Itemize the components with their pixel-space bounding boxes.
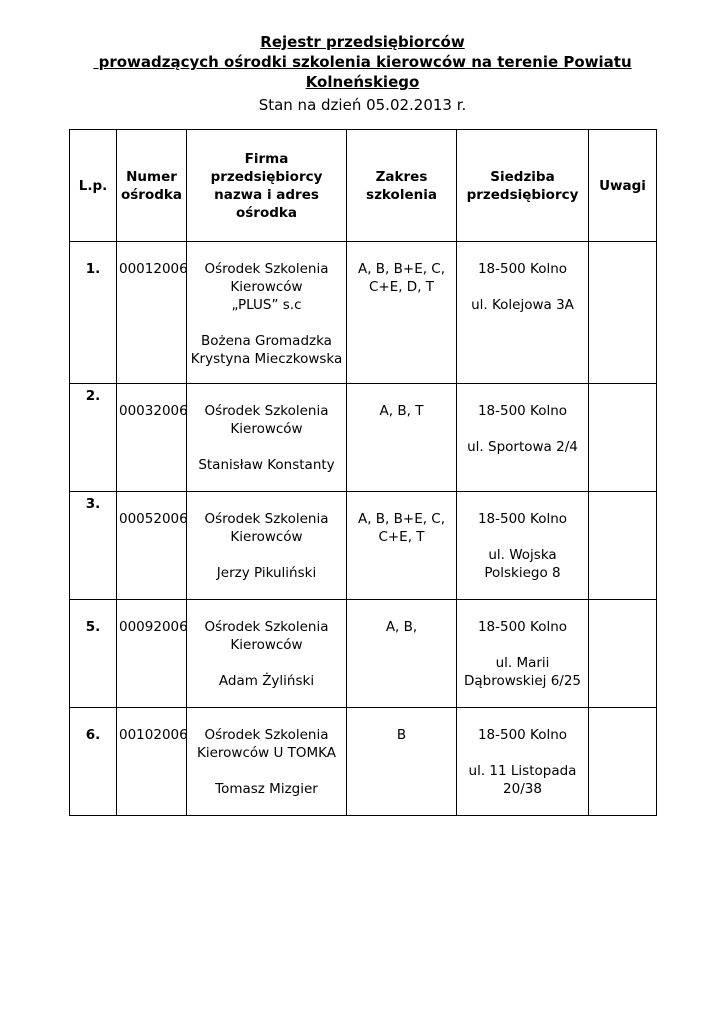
col-header-lp: L.p. <box>70 130 117 242</box>
cell-zakres: A, B, T <box>347 384 457 492</box>
col-header-siedziba: Siedziba przedsiębiorcy <box>457 130 589 242</box>
cell-uwagi <box>589 384 657 492</box>
col-header-firma: Firma przedsiębiorcy nazwa i adres ośrodka <box>187 130 347 242</box>
cell-uwagi <box>589 600 657 708</box>
cell-uwagi <box>589 492 657 600</box>
col-header-uwagi: Uwagi <box>589 130 657 242</box>
table-row <box>70 492 657 600</box>
cell-lp: 5. <box>70 600 117 708</box>
title-line-2: prowadzących ośrodki szkolenia kierowców na terenie Powiatu <box>93 53 632 71</box>
date-line: Stan na dzień 05.02.2013 r. <box>258 96 467 114</box>
table-header-row <box>70 130 657 242</box>
cell-firma: Ośrodek Szkolenia Kierowców Adam Żyliński <box>187 600 347 708</box>
cell-numer: 00012006 <box>117 242 187 384</box>
table-row <box>70 708 657 816</box>
title-line-3: Kolneńskiego <box>305 73 420 91</box>
cell-numer: 00032006 <box>117 384 187 492</box>
cell-firma: Ośrodek Szkolenia Kierowców U TOMKA Tomasz Mizgier <box>187 708 347 816</box>
cell-uwagi <box>589 242 657 384</box>
col-header-numer: Numer ośrodka <box>117 130 187 242</box>
cell-siedziba: 18-500 Kolno ul. Sportowa 2/4 <box>457 384 589 492</box>
cell-lp: 1. <box>70 242 117 384</box>
cell-lp: 6. <box>70 708 117 816</box>
cell-uwagi <box>589 708 657 816</box>
document-header <box>0 32 725 116</box>
table-row <box>70 242 657 384</box>
cell-firma: Ośrodek Szkolenia Kierowców Jerzy Pikuliński <box>187 492 347 600</box>
cell-zakres: A, B, B+E, C, C+E, D, T <box>347 242 457 384</box>
cell-siedziba: 18-500 Kolno ul. Kolejowa 3A <box>457 242 589 384</box>
cell-numer: 00102006 <box>117 708 187 816</box>
cell-lp: 3. <box>70 492 117 600</box>
cell-firma: Ośrodek Szkolenia Kierowców Stanisław Konstanty <box>187 384 347 492</box>
table-row <box>70 600 657 708</box>
table-row <box>70 384 657 492</box>
cell-siedziba: 18-500 Kolno ul. 11 Listopada 20/38 <box>457 708 589 816</box>
cell-firma: Ośrodek Szkolenia Kierowców „PLUS” s.c Bożena Gromadzka Krystyna Mieczkowska <box>187 242 347 384</box>
cell-zakres: B <box>347 708 457 816</box>
cell-numer: 00052006 <box>117 492 187 600</box>
cell-zakres: A, B, B+E, C, C+E, T <box>347 492 457 600</box>
title-line-1: Rejestr przedsiębiorców <box>260 33 465 51</box>
col-header-zakres: Zakres szkolenia <box>347 130 457 242</box>
cell-numer: 00092006 <box>117 600 187 708</box>
cell-zakres: A, B, <box>347 600 457 708</box>
register-table <box>69 129 657 816</box>
cell-siedziba: 18-500 Kolno ul. Marii Dąbrowskiej 6/25 <box>457 600 589 708</box>
cell-siedziba: 18-500 Kolno ul. Wojska Polskiego 8 <box>457 492 589 600</box>
cell-lp: 2. <box>70 384 117 492</box>
